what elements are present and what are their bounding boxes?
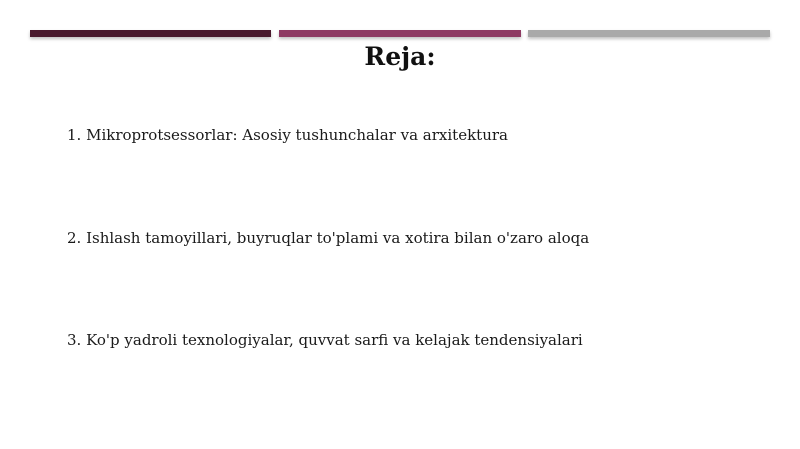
agenda-item: 2. Ishlash tamoyillari, buyruqlar to'plami va xotira bilan o'zaro aloqa — [67, 229, 590, 247]
agenda-item: 3. Ko'p yadroli texnologiyalar, quvvat sarfi va kelajak tendensiyalari — [67, 331, 583, 349]
accent-bar-gray — [528, 30, 770, 37]
agenda-item: 1. Mikroprotsessorlar: Asosiy tushunchalar va arxitektura — [67, 126, 508, 144]
accent-bar-dark — [30, 30, 271, 37]
slide-title: Reja: — [364, 42, 436, 71]
accent-bar-magenta — [279, 30, 521, 37]
